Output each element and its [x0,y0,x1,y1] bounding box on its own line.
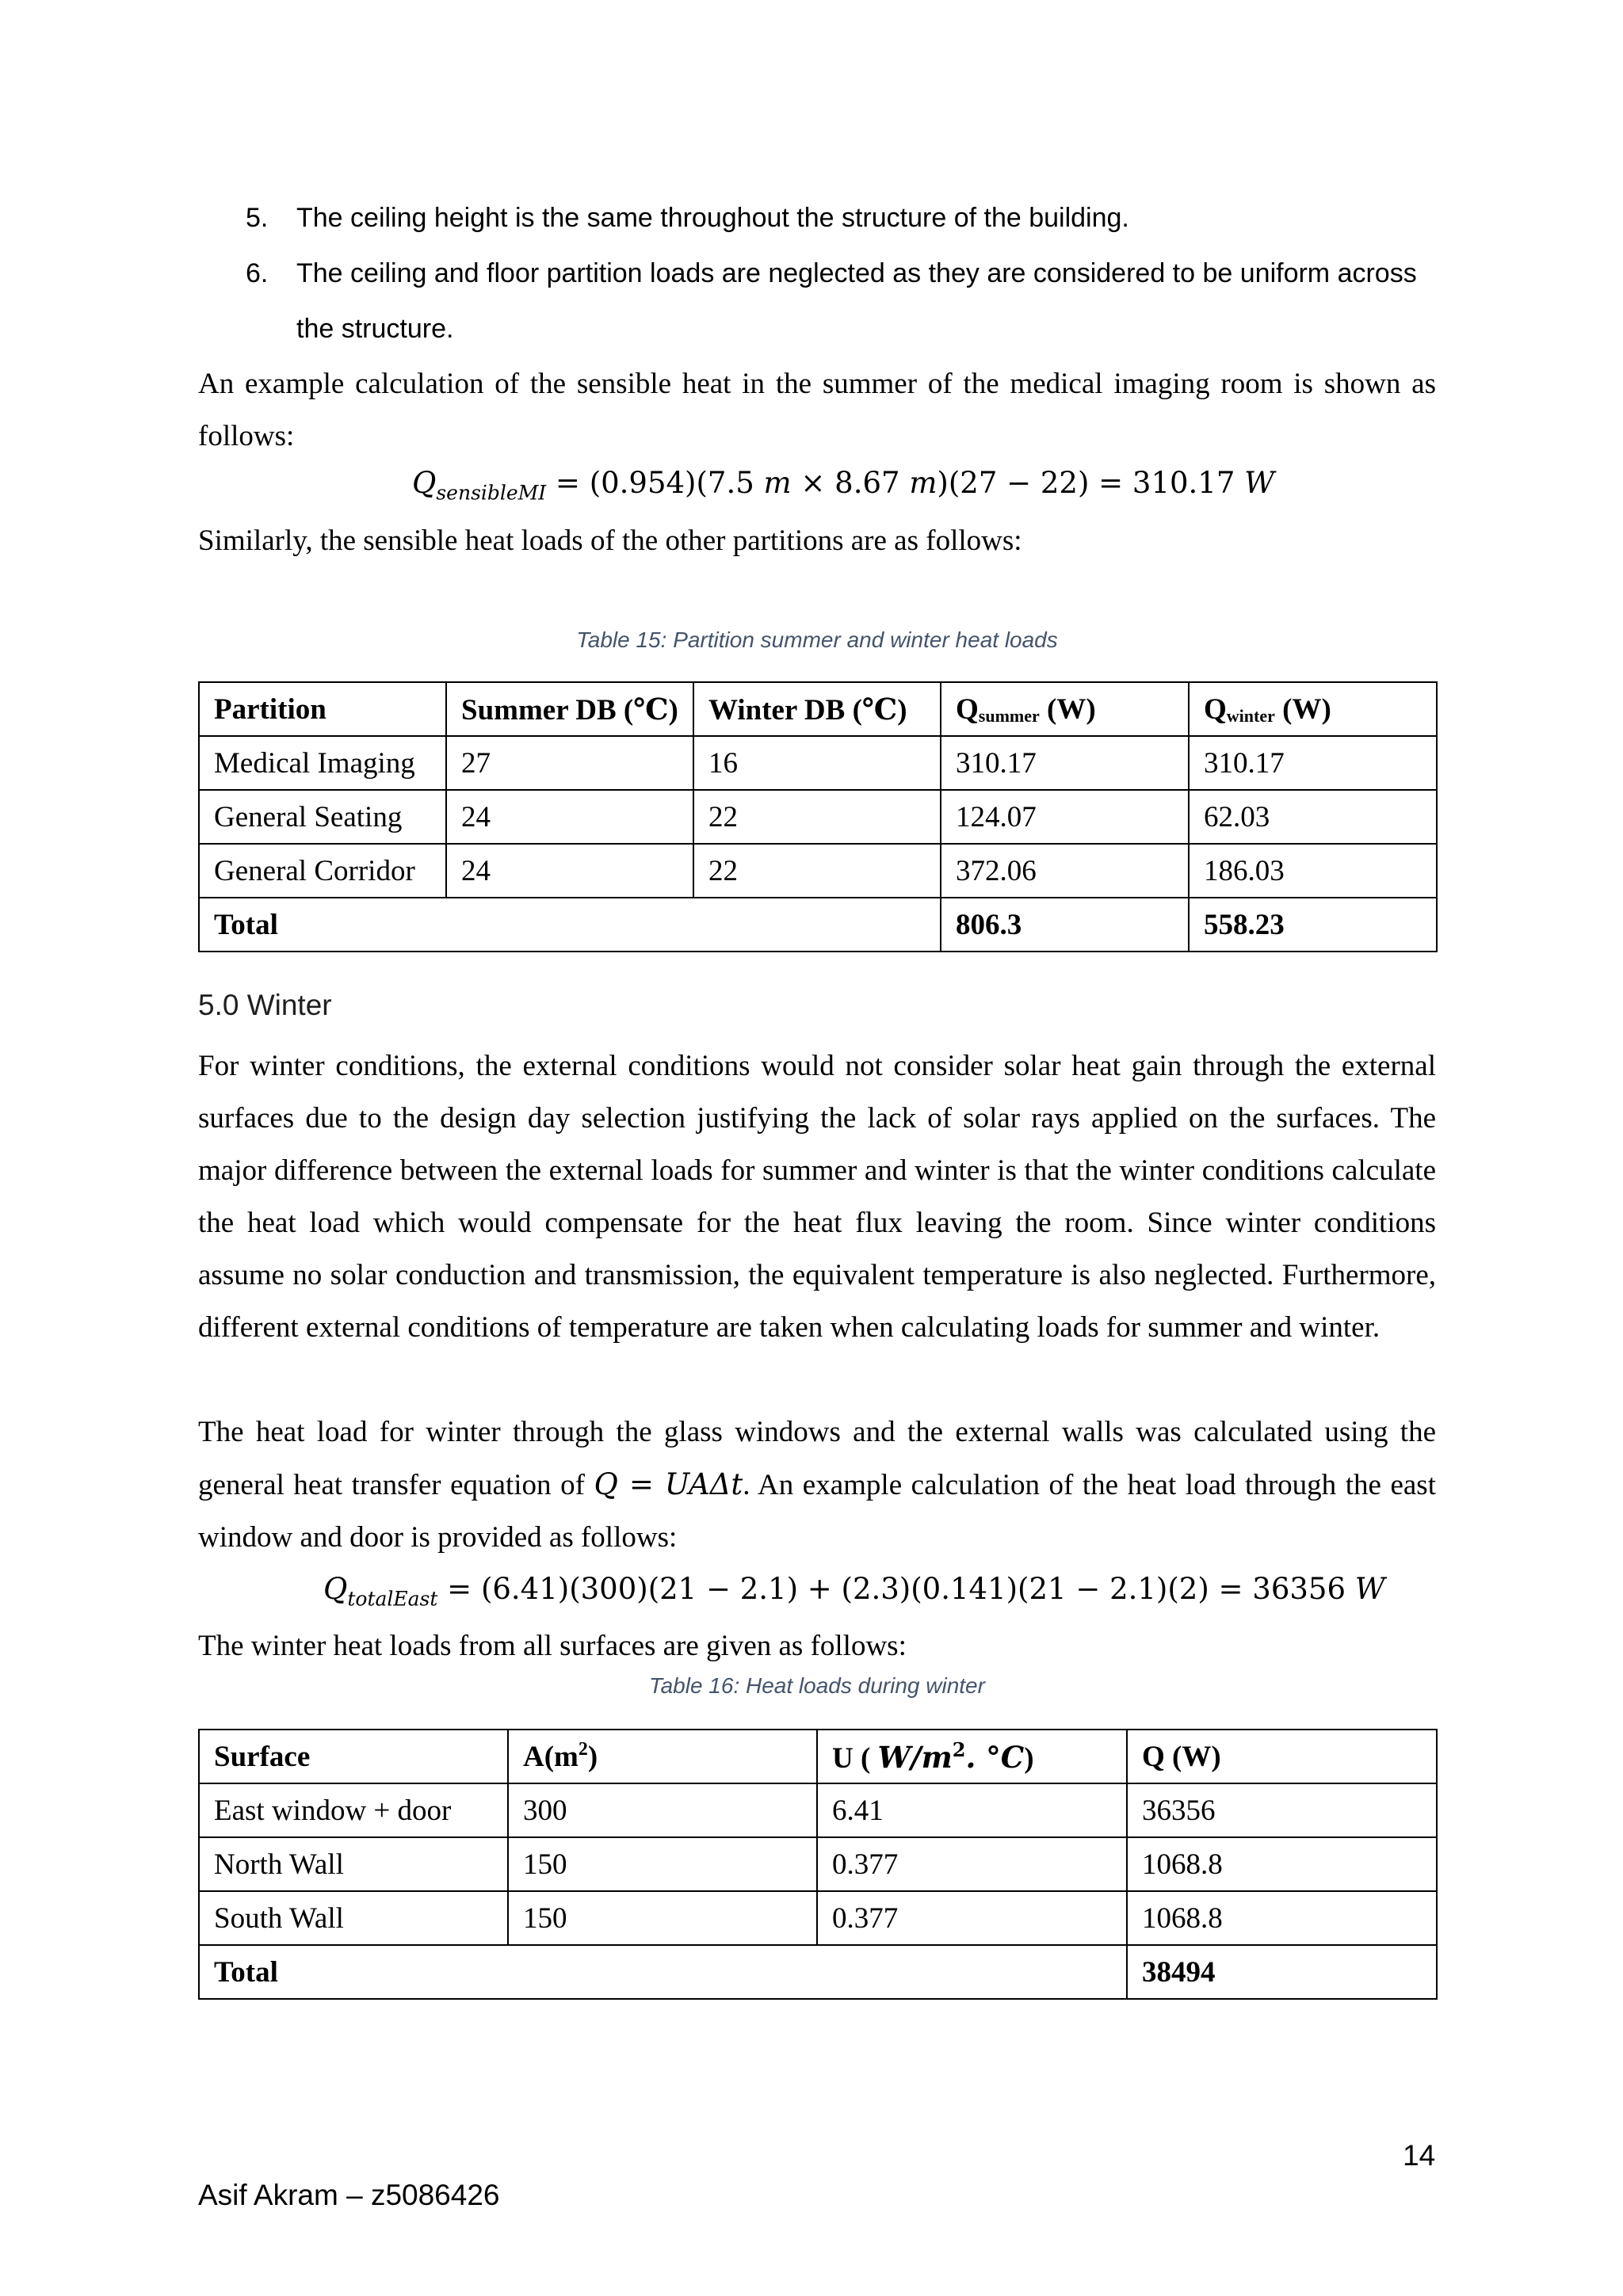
equation-total-east [323,1572,1385,1610]
cell-surface: South Wall [199,1891,508,1945]
paragraph-winter-loads: The winter heat loads from all surfaces are given as follows: [198,1630,907,1662]
page-footer: Asif Akram – z5086426 [198,2179,500,2211]
inline-equation: Q = UAΔt [594,1467,743,1501]
list-text: The ceiling and floor partition loads are neglected as they are considered to be uniform across the structure. [296,258,1417,344]
cell-partition: General Corridor [199,844,446,898]
header-u-close: ) [1024,1741,1034,1775]
table-row [199,1837,1437,1891]
header-q: Q (W) [1127,1730,1437,1783]
eq-text: = (0.954)(7.5 [546,466,764,500]
header-summer-db: Summer DB (℃) [446,682,693,736]
cell-total-q-winter: 558.23 [1189,898,1437,952]
cell-area: 150 [508,1891,817,1945]
header-q-subscript: summer [978,705,1040,726]
header-area-text: A(m [523,1741,579,1773]
header-q-unit: (W) [1039,692,1096,726]
eq-text: )(27 − 22) = 310.17 [937,466,1245,500]
header-surface: Surface [199,1730,508,1783]
cell-u: 0.377 [817,1837,1127,1891]
table-header-row [199,1730,1437,1783]
header-winter-db: Winter DB (℃) [693,682,941,736]
paragraph-text: The heat load for winter through the glass windows and the external walls was calculated using the general heat transfer equation of [198,1416,1436,1501]
header-q-winter [1189,682,1437,736]
list-number: 5. [246,203,269,233]
header-q-symbol: Q [956,692,979,726]
table-row [199,1891,1437,1945]
cell-surface: North Wall [199,1837,508,1891]
cell-q-summer: 372.06 [941,844,1189,898]
header-u-unit: W/m [877,1739,953,1775]
cell-q: 1068.8 [1127,1837,1437,1891]
cell-q: 1068.8 [1127,1891,1437,1945]
table-row [199,1783,1437,1837]
cell-total-q-summer: 806.3 [941,898,1189,952]
cell-u: 6.41 [817,1783,1127,1837]
table-16-winter-loads [198,1729,1438,2000]
cell-partition: Medical Imaging [199,736,446,790]
cell-surface: East window + door [199,1783,508,1837]
list-text: The ceiling height is the same throughout the structure of the building. [296,203,1129,233]
assumptions-list [246,190,1434,357]
list-item [246,246,1434,357]
eq-symbol: Q [412,466,437,500]
table-16-caption: Table 16: Heat loads during winter [649,1673,985,1698]
cell-winter-db: 22 [693,790,941,844]
table-15-caption: Table 15: Partition summer and winter heat loads [576,627,1058,652]
header-partition: Partition [199,682,446,736]
header-area-superscript: 2 [578,1739,588,1760]
cell-winter-db: 22 [693,844,941,898]
cell-summer-db: 24 [446,790,693,844]
cell-u: 0.377 [817,1891,1127,1945]
eq-text: 8.67 [834,466,910,500]
header-q-summer [941,682,1189,736]
cell-q-winter: 62.03 [1189,790,1437,844]
cell-partition: General Seating [199,790,446,844]
eq-unit: W [1244,466,1275,500]
paragraph-winter-conditions: For winter conditions, the external conditions would not consider solar heat gain through the external surfaces due to the design day selection justifying the lack of solar rays applied on the surfaces. The major difference between the external loads for summer and winter is that the winter conditions calculate the heat load which would compensate for the heat flux leaving the room. Since winter conditions assume no solar conduction and transmission, the equivalent temperature is also neglected. Furthermore, different external conditions of temperature are taken when calculating loads for summer and winter. [198,1050,1436,1344]
cell-total-label: Total [199,1945,1127,1999]
cell-winter-db: 16 [693,736,941,790]
cell-q-winter: 186.03 [1189,844,1437,898]
eq-unit: m [763,466,792,500]
eq-symbol: Q [323,1572,348,1606]
cell-summer-db: 27 [446,736,693,790]
header-u-text: U ( [832,1741,878,1775]
table-row [199,844,1437,898]
list-number: 6. [246,258,269,288]
paragraph-winter-method [198,1406,1436,1564]
cell-area: 150 [508,1837,817,1891]
header-u-unit-rest: . °C [965,1739,1025,1775]
table-row [199,790,1437,844]
header-q-unit: (W) [1274,692,1331,726]
header-u-superscript: 2 [952,1737,966,1761]
page-number: 14 [1403,2139,1436,2172]
table-total-row [199,898,1437,952]
eq-unit: W [1354,1572,1385,1606]
table-total-row [199,1945,1437,1999]
header-u-value [817,1730,1127,1783]
cell-q-summer: 310.17 [941,736,1189,790]
cell-total-q: 38494 [1127,1945,1437,1999]
eq-subscript: sensibleMI [436,481,547,505]
header-q-subscript: winter [1226,705,1275,726]
section-heading: 5.0 Winter [198,989,332,1021]
eq-text: = (6.41)(300)(21 − 2.1) + (2.3)(0.141)(21 − 2.1)(2) = 36356 [437,1572,1355,1606]
table-15-partition-loads [198,681,1438,952]
table-header-row [199,682,1437,736]
paragraph-example-intro: An example calculation of the sensible heat in the summer of the medical imaging room is shown as follows: [198,368,1436,452]
eq-text: × [791,466,835,500]
cell-q-summer: 124.07 [941,790,1189,844]
eq-unit: m [909,466,938,500]
cell-area: 300 [508,1783,817,1837]
header-q-symbol: Q [1204,692,1227,726]
cell-total-label: Total [199,898,941,952]
paragraph-text: . An example calculation of the heat load through the east window and door is provided as follows: [198,1469,1436,1554]
paragraph-similarly: Similarly, the sensible heat loads of the other partitions are as follows: [198,524,1022,557]
cell-q-winter: 310.17 [1189,736,1437,790]
cell-summer-db: 24 [446,844,693,898]
eq-subscript: totalEast [347,1587,438,1611]
header-area-close: ) [587,1741,598,1773]
table-row [199,736,1437,790]
cell-q: 36356 [1127,1783,1437,1837]
header-area [508,1730,817,1783]
equation-sensible-mi [412,466,1274,504]
list-item [246,190,1434,246]
